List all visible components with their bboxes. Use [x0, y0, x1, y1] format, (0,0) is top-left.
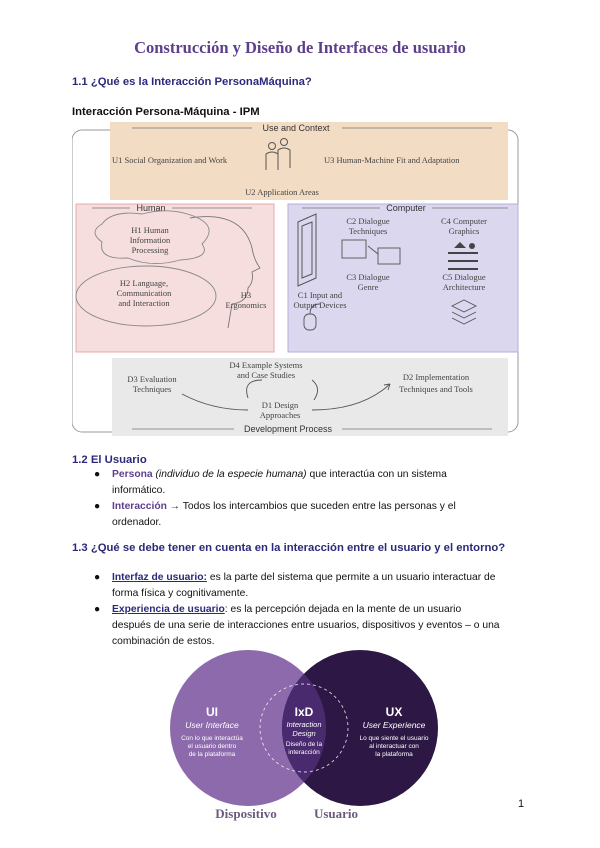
c1-line-1: C1 Input and — [297, 290, 343, 300]
ixd-sub-2: Design — [292, 729, 316, 738]
list-item — [72, 602, 552, 650]
d3-line-2: Techniques — [132, 384, 172, 394]
bullet-icon: ● — [94, 604, 101, 615]
dispositivo-label: Dispositivo — [215, 806, 277, 821]
interfaz-term: Interfaz de usuario: — [112, 572, 207, 583]
c5-line-1: C5 Dialogue — [442, 272, 486, 282]
persona-term: Persona — [112, 469, 153, 480]
d2-line-2: Techniques and Tools — [399, 384, 473, 394]
ux-sub: User Experience — [362, 720, 426, 730]
c3-line-1: C3 Dialogue — [346, 272, 390, 282]
list-item — [72, 499, 542, 531]
ui-desc-3: de la plataforma — [188, 751, 236, 758]
persona-text-2: informático. — [112, 485, 166, 496]
c2-line-1: C2 Dialogue — [346, 216, 390, 226]
h2-line-3: and Interaction — [118, 298, 170, 308]
experiencia-text-3: combinación de estos. — [112, 636, 215, 647]
ux-desc-3: la plataforma — [375, 751, 413, 758]
experiencia-text-2: después de una serie de interacciones entre usuarios, dispositivos y eventos – o una — [112, 620, 500, 631]
ui-sub: User Interface — [185, 720, 239, 730]
list-item — [72, 570, 552, 602]
persona-text: que interactúa con un sistema — [306, 469, 447, 480]
diagram-title: Interacción Persona-Máquina - IPM — [72, 106, 260, 118]
ixd-label: IxD — [294, 705, 314, 719]
interaccion-text-2: ordenador. — [112, 517, 162, 528]
persona-note: (individuo de la especie humana) — [152, 469, 307, 480]
computer-label: Computer — [386, 203, 426, 213]
experiencia-term: Experiencia de usuario — [112, 604, 225, 615]
page-number: 1 — [518, 798, 525, 810]
h1-line-1: H1 Human — [131, 225, 169, 235]
section-1-2-heading: 1.2 El Usuario — [72, 454, 147, 466]
h2-line-2: Communication — [116, 288, 172, 298]
bullet-icon: ● — [94, 469, 101, 480]
c4-line-2: Graphics — [448, 226, 480, 236]
ui-desc-2: el usuario dentro — [187, 743, 237, 750]
d1-line-1: D1 Design — [261, 400, 299, 410]
ux-label: UX — [385, 705, 403, 719]
c2-line-2: Techniques — [348, 226, 388, 236]
ui-desc-1: Con lo que interactúa — [181, 735, 243, 742]
c5-line-2: Architecture — [442, 282, 486, 292]
experiencia-text-1: : es la percepción dejada en la mente de un usuario — [224, 604, 462, 615]
bullet-icon: ● — [94, 501, 101, 512]
interaccion-term: Interacción — [112, 501, 167, 512]
section-1-3-heading: 1.3 ¿Qué se debe tener en cuenta en la interacción entre el usuario y el entorno? — [72, 542, 506, 554]
u2-label: U2 Application Areas — [245, 187, 319, 197]
ipm-diagram — [72, 118, 520, 436]
c3-line-2: Genre — [357, 282, 379, 292]
ux-desc-2: al interactuar con — [369, 743, 419, 750]
ixd-desc-1: Diseño de la — [285, 741, 323, 748]
interaccion-text: → Todos los intercambios que suceden entre las personas y el — [166, 501, 456, 512]
d3-line-1: D3 Evaluation — [127, 374, 177, 384]
d4-line-1: D4 Example Systems — [229, 360, 303, 370]
h1-line-3: Processing — [131, 245, 169, 255]
u3-label: U3 Human-Machine Fit and Adaptation — [324, 155, 460, 165]
document-title: Construcción y Diseño de Interfaces de usuario — [134, 38, 466, 57]
c4-line-1: C4 Computer — [440, 216, 488, 226]
ixd-desc-2: interacción — [288, 749, 320, 756]
concepts-list — [72, 570, 552, 650]
d2-line-1: D2 Implementation — [402, 372, 470, 382]
use-context-label: Use and Context — [262, 123, 330, 133]
u1-label: U1 Social Organization and Work — [112, 155, 228, 165]
h3-line-1: H3 — [240, 290, 252, 300]
d1-line-2: Approaches — [259, 410, 301, 420]
h1-line-2: Information — [129, 235, 171, 245]
ui-ux-venn-diagram — [160, 650, 450, 832]
dev-process-label: Development Process — [243, 424, 333, 434]
interfaz-text-2: forma física y cognitivamente. — [112, 588, 249, 599]
interfaz-text-1: es la parte del sistema que permite a un usuario interactuar de — [206, 572, 496, 583]
d4-line-2: and Case Studies — [236, 370, 296, 380]
ux-desc-1: Lo que siente el usuario — [359, 735, 429, 742]
human-region — [76, 204, 274, 352]
user-list — [72, 467, 542, 531]
list-item — [72, 467, 542, 499]
ixd-sub-1: Interaction — [286, 720, 322, 729]
human-label: Human — [136, 203, 166, 213]
h3-line-2: Ergonomics — [225, 300, 267, 310]
section-1-1-heading: 1.1 ¿Qué es la Interacción PersonaMáquina? — [72, 76, 312, 88]
h2-line-1: H2 Language, — [119, 278, 169, 288]
bullet-icon: ● — [94, 572, 101, 583]
usuario-label: Usuario — [313, 806, 359, 821]
ui-label: UI — [206, 705, 218, 719]
c1-line-2: Output Devices — [293, 300, 347, 310]
